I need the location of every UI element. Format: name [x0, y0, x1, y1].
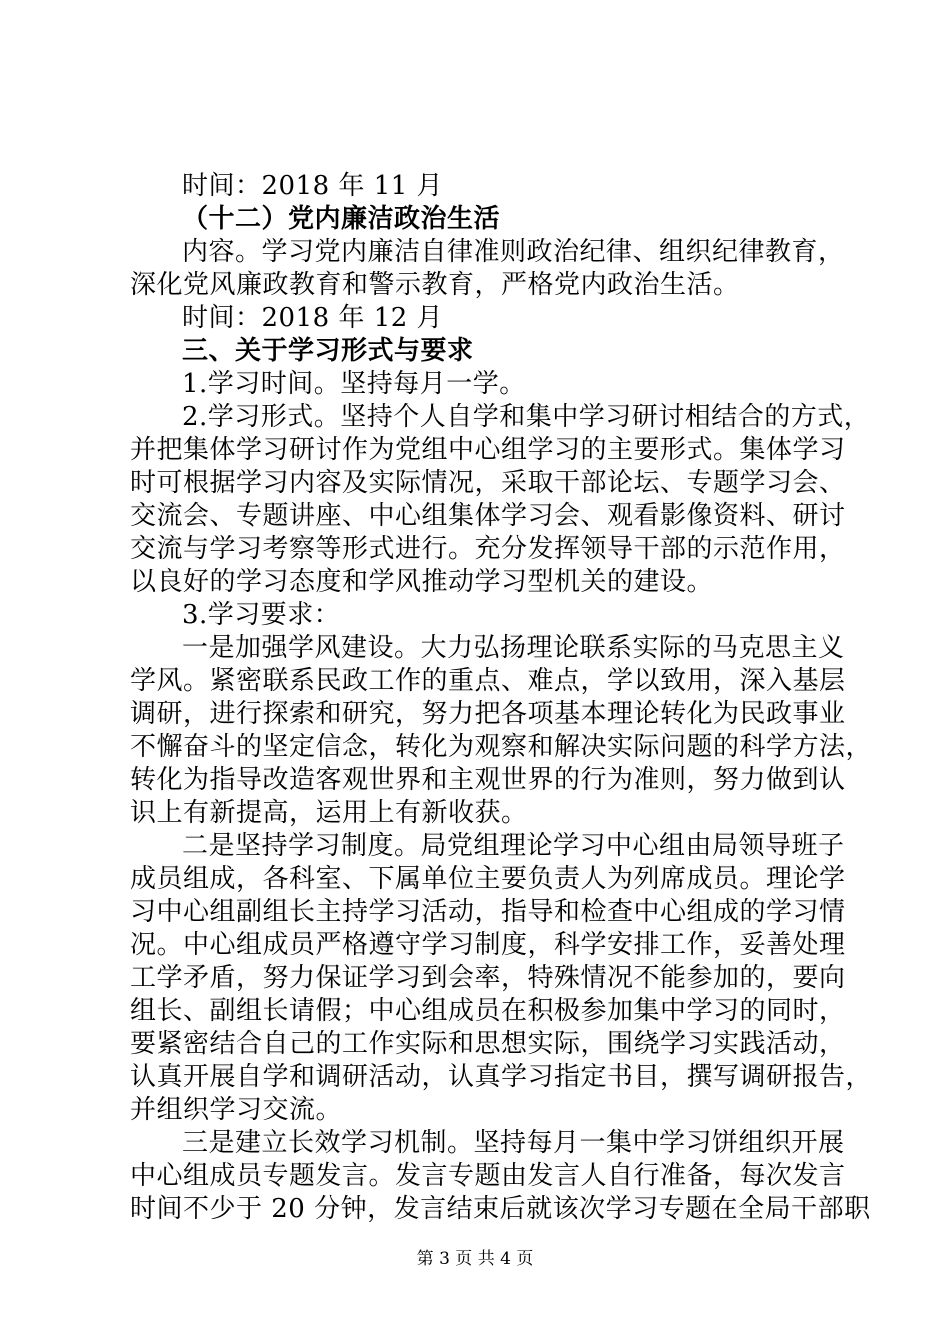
body-line: 一是加强学风建设。大力弘扬理论联系实际的马克思主义 — [182, 633, 845, 663]
body-line: 中心组成员专题发言。发言专题由发言人自行准备，每次发言 — [130, 1161, 846, 1191]
body-line: 工学矛盾，努力保证学习到会率，特殊情况不能参加的，要向 — [130, 963, 846, 993]
body-line: 况。中心组成员严格遵守学习制度，科学安排工作，妥善处理 — [130, 930, 846, 960]
body-line: 时间不少于 20 分钟，发言结束后就该次学习专题在全局干部职 — [130, 1194, 871, 1224]
body-line: 要紧密结合自己的工作实际和思想实际，围绕学习实践活动， — [130, 1029, 846, 1059]
page-number-label: 第 3 页 共 4 页 — [416, 1249, 534, 1269]
body-line: 1.学习时间。坚持每月一学。 — [182, 369, 526, 399]
body-line: 组长、副组长请假；中心组成员在积极参加集中学习的同时， — [130, 996, 846, 1026]
body-line: 并组织学习交流。 — [130, 1095, 343, 1125]
body-line: 内容。学习党内廉洁自律准则政治纪律、组织纪律教育， — [182, 237, 845, 267]
page-footer — [0, 1244, 950, 1269]
body-line: 转化为指导改造客观世界和主观世界的行为准则，努力做到认 — [130, 765, 846, 795]
body-line: 成员组成，各科室、下属单位主要负责人为列席成员。理论学 — [130, 864, 846, 894]
body-line: 2.学习形式。坚持个人自学和集中学习研讨相结合的方式， — [182, 402, 871, 432]
body-line: 并把集体学习研讨作为党组中心组学习的主要形式。集体学习 — [130, 435, 846, 465]
section-heading: 三、关于学习形式与要求 — [182, 336, 474, 366]
body-line: 二是坚持学习制度。局党组理论学习中心组由局领导班子 — [182, 831, 845, 861]
body-line: 习中心组副组长主持学习活动，指导和检查中心组成的学习情 — [130, 897, 846, 927]
body-line: 三是建立长效学习机制。坚持每月一集中学习饼组织开展 — [182, 1128, 845, 1158]
body-line: 交流会、专题讲座、中心组集体学习会、观看影像资料、研讨 — [130, 501, 846, 531]
document-body — [130, 170, 873, 1226]
body-line: 时可根据学习内容及实际情况，采取干部论坛、专题学习会、 — [130, 468, 846, 498]
body-line: 以良好的学习态度和学风推动学习型机关的建设。 — [130, 567, 714, 597]
section-heading: （十二）党内廉洁政治生活 — [182, 204, 501, 234]
body-line: 时间：2018 年 11 月 — [182, 171, 444, 201]
body-line: 深化党风廉政教育和警示教育，严格党内政治生活。 — [130, 270, 740, 300]
body-line: 调研，进行探索和研究，努力把各项基本理论转化为民政事业 — [130, 699, 846, 729]
body-line: 3.学习要求： — [182, 600, 341, 630]
body-line: 认真开展自学和调研活动，认真学习指定书目，撰写调研报告， — [130, 1062, 873, 1092]
body-line: 识上有新提高，运用上有新收获。 — [130, 798, 528, 828]
body-line: 学风。紧密联系民政工作的重点、难点，学以致用，深入基层 — [130, 666, 846, 696]
body-line: 不懈奋斗的坚定信念，转化为观察和解决实际问题的科学方法， — [130, 732, 873, 762]
body-line: 时间：2018 年 12 月 — [182, 303, 444, 333]
body-line: 交流与学习考察等形式进行。充分发挥领导干部的示范作用， — [130, 534, 846, 564]
